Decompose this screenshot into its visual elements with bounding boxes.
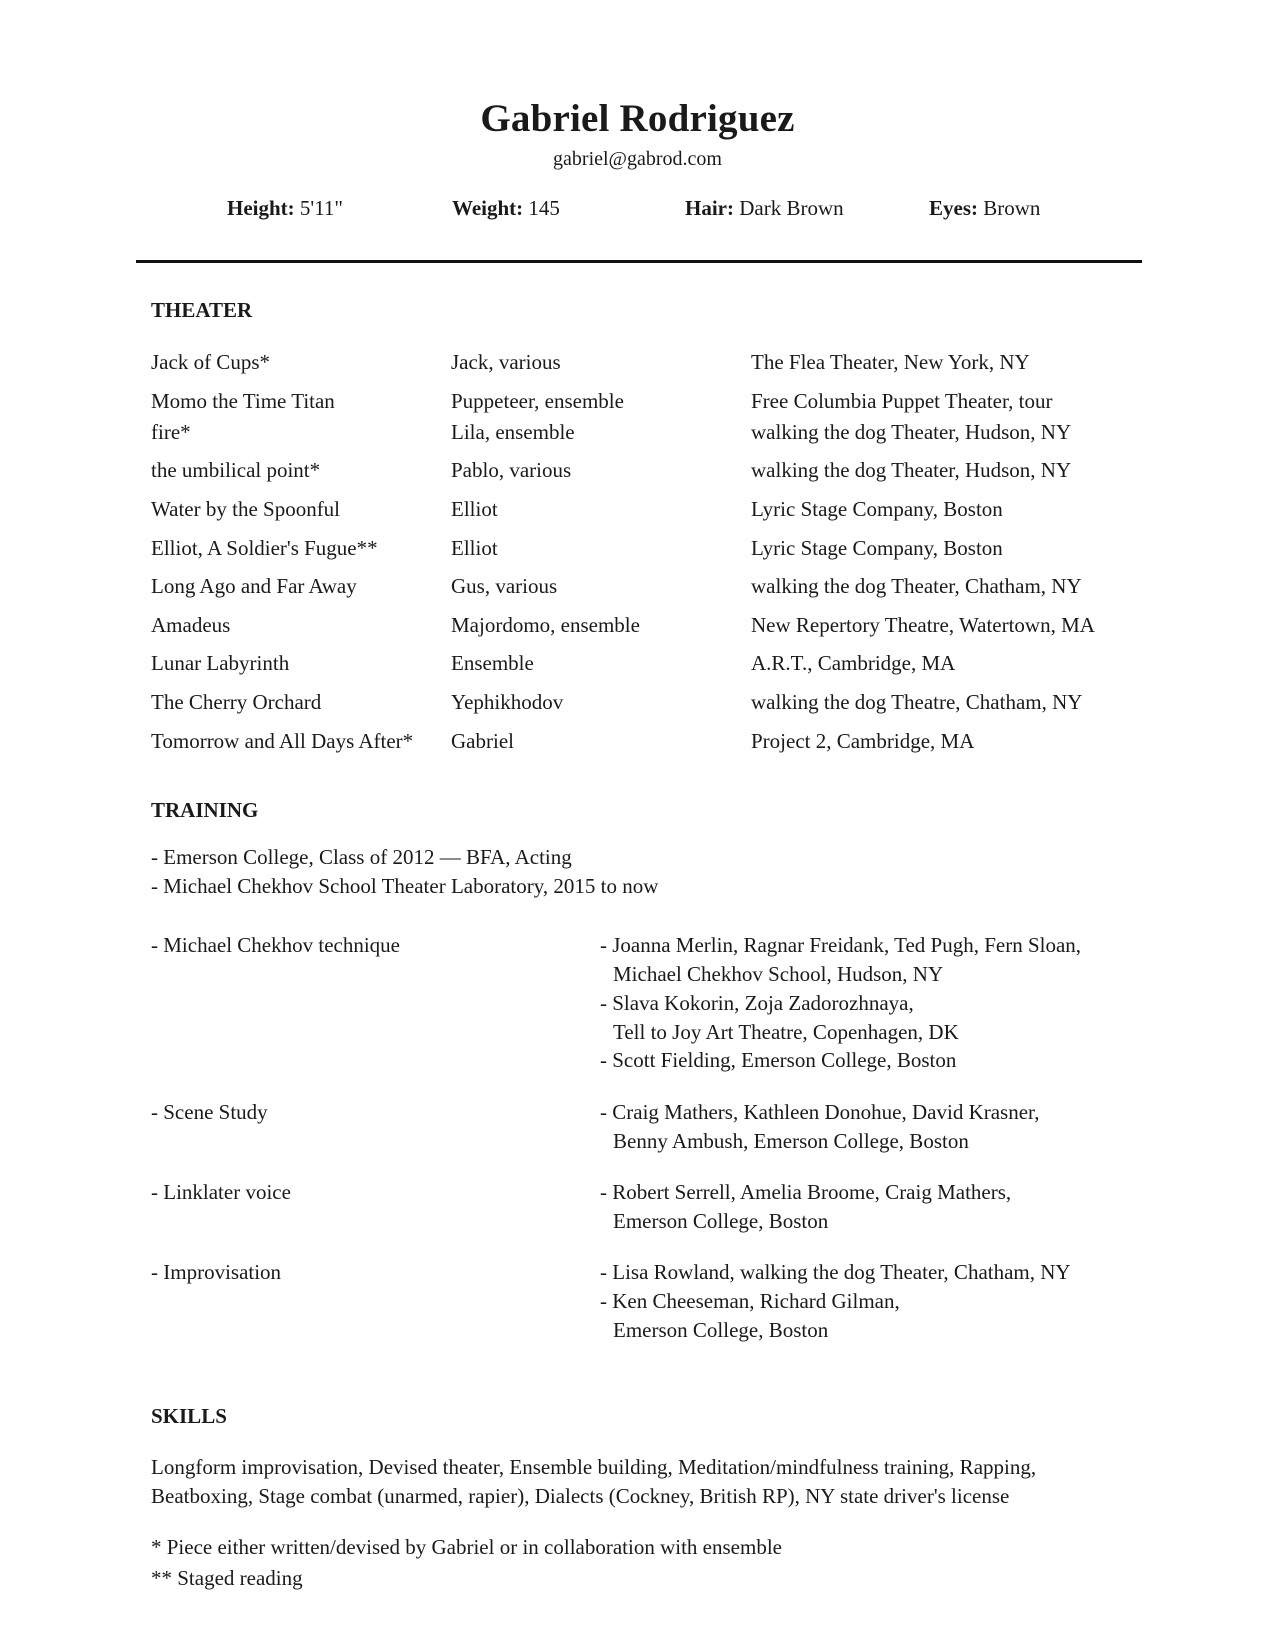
- theater-title: Elliot, A Soldier's Fugue**: [151, 536, 378, 560]
- footnote: * Piece either written/devised by Gabriel or in collaboration with ensemble: [151, 1535, 782, 1559]
- theater-venue: walking the dog Theater, Chatham, NY: [751, 574, 1082, 598]
- stat-eyes: [929, 196, 1040, 221]
- training-teacher: - Lisa Rowland, walking the dog Theater, Chatham, NY: [600, 1260, 1071, 1284]
- training-teacher: - Joanna Merlin, Ragnar Freidank, Ted Pugh, Fern Sloan,: [600, 933, 1082, 957]
- theater-role: Elliot: [451, 536, 498, 560]
- stat-hair: [685, 196, 844, 221]
- theater-venue: walking the dog Theatre, Chatham, NY: [751, 690, 1083, 714]
- training-teacher: - Scott Fielding, Emerson College, Boston: [600, 1048, 957, 1072]
- stat-value: 145: [528, 196, 560, 220]
- training-subject: - Scene Study: [151, 1100, 268, 1124]
- theater-role: Jack, various: [451, 350, 561, 374]
- stat-label: Hair:: [685, 196, 734, 220]
- training-subject: - Improvisation: [151, 1260, 282, 1284]
- theater-title: The Cherry Orchard: [151, 690, 322, 714]
- theater-role: Gus, various: [451, 574, 558, 598]
- theater-heading: THEATER: [151, 298, 253, 322]
- theater-title: fire*: [151, 420, 191, 444]
- theater-venue: walking the dog Theater, Hudson, NY: [751, 458, 1072, 482]
- training-heading: TRAINING: [151, 798, 259, 822]
- theater-title: Jack of Cups*: [151, 350, 270, 374]
- theater-title: Water by the Spoonful: [151, 497, 341, 521]
- training-teacher: - Robert Serrell, Amelia Broome, Craig Mathers,: [600, 1180, 1012, 1204]
- theater-role: Pablo, various: [451, 458, 572, 482]
- header-divider: [136, 260, 1142, 263]
- theater-role: Puppeteer, ensemble: [451, 389, 624, 413]
- stat-value: 5'11": [299, 196, 343, 220]
- theater-venue: Lyric Stage Company, Boston: [751, 497, 1003, 521]
- skills-heading: SKILLS: [151, 1404, 227, 1428]
- theater-role: Lila, ensemble: [451, 420, 575, 444]
- stat-label: Height:: [227, 196, 295, 220]
- theater-venue: A.R.T., Cambridge, MA: [751, 651, 956, 675]
- stat-label: Weight:: [452, 196, 524, 220]
- theater-title: Tomorrow and All Days After*: [151, 729, 414, 753]
- training-teacher: - Ken Cheeseman, Richard Gilman,: [600, 1289, 900, 1313]
- theater-role: Gabriel: [451, 729, 514, 753]
- training-subject: - Michael Chekhov technique: [151, 933, 401, 957]
- stat-label: Eyes:: [929, 196, 978, 220]
- training-teacher-cont: Michael Chekhov School, Hudson, NY: [613, 962, 944, 986]
- theater-role: Majordomo, ensemble: [451, 613, 640, 637]
- training-teacher: - Craig Mathers, Kathleen Donohue, David Krasner,: [600, 1100, 1040, 1124]
- training-school: - Michael Chekhov School Theater Laboratory, 2015 to now: [151, 874, 659, 898]
- skills-text: Longform improvisation, Devised theater, Ensemble building, Meditation/mindfulness training, Rapping,: [151, 1455, 1037, 1479]
- theater-venue: walking the dog Theater, Hudson, NY: [751, 420, 1072, 444]
- theater-role: Elliot: [451, 497, 498, 521]
- theater-venue: Project 2, Cambridge, MA: [751, 729, 975, 753]
- training-teacher-cont: Tell to Joy Art Theatre, Copenhagen, DK: [613, 1020, 959, 1044]
- page-title: Gabriel Rodriguez: [480, 97, 795, 140]
- stat-height: [227, 196, 343, 221]
- theater-title: Amadeus: [151, 613, 231, 637]
- theater-role: Yephikhodov: [451, 690, 564, 714]
- theater-title: Momo the Time Titan: [151, 389, 335, 413]
- theater-venue: Lyric Stage Company, Boston: [751, 536, 1003, 560]
- stat-value: Brown: [983, 196, 1041, 220]
- training-teacher-cont: Benny Ambush, Emerson College, Boston: [613, 1129, 969, 1153]
- skills-text: Beatboxing, Stage combat (unarmed, rapier), Dialects (Cockney, British RP), NY state driver's license: [151, 1484, 1010, 1508]
- training-subject: - Linklater voice: [151, 1180, 291, 1204]
- training-teacher: - Slava Kokorin, Zoja Zadorozhnaya,: [600, 991, 914, 1015]
- theater-title: Lunar Labyrinth: [151, 651, 290, 675]
- training-teacher-cont: Emerson College, Boston: [613, 1209, 829, 1233]
- stat-value: Dark Brown: [739, 196, 844, 220]
- theater-title: Long Ago and Far Away: [151, 574, 357, 598]
- theater-venue: Free Columbia Puppet Theater, tour: [751, 389, 1053, 413]
- training-teacher-cont: Emerson College, Boston: [613, 1318, 829, 1342]
- theater-venue: New Repertory Theatre, Watertown, MA: [751, 613, 1095, 637]
- footnote: ** Staged reading: [151, 1566, 303, 1590]
- email-address: gabriel@gabrod.com: [553, 148, 722, 170]
- stat-weight: [452, 196, 560, 221]
- theater-title: the umbilical point*: [151, 458, 321, 482]
- theater-role: Ensemble: [451, 651, 534, 675]
- theater-venue: The Flea Theater, New York, NY: [751, 350, 1030, 374]
- training-school: - Emerson College, Class of 2012 — BFA, Acting: [151, 845, 572, 869]
